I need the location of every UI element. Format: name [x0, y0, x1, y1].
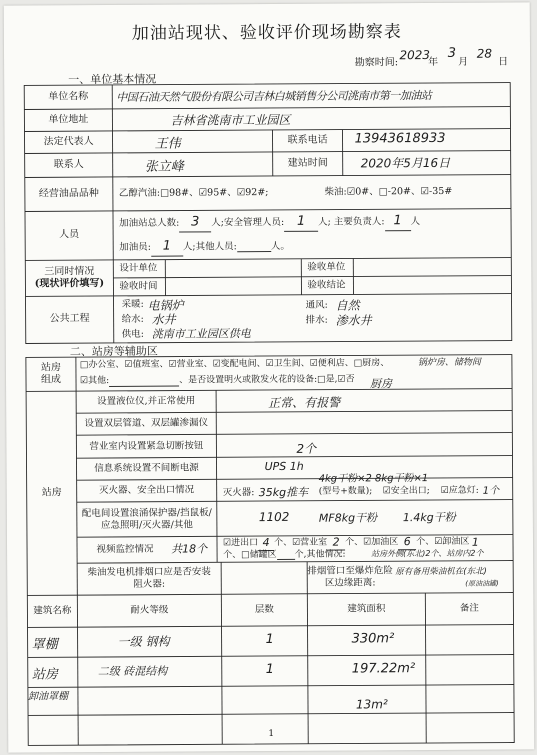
emergency-button-value: 2个: [296, 441, 317, 456]
building-row-2-fire: 二级 砖混结构: [97, 664, 168, 679]
heating-value: 电锅炉: [147, 298, 184, 313]
checkbox-92[interactable]: ☑: [236, 187, 246, 199]
built-time-label: 建站时间: [287, 157, 328, 169]
diesel-prefix: 柴油:: [324, 186, 347, 198]
building-row-3-area: 13m²: [355, 697, 388, 712]
extinguisher-label: 灭火器、安全出口情况: [99, 484, 195, 497]
total-staff-label: 加油站总人数:: [119, 217, 180, 229]
station-rooms-extra: 锅炉房、储物间: [417, 357, 481, 369]
power-label: 供电:: [121, 328, 144, 340]
cctv-fuel-value: 6: [398, 535, 416, 550]
fueler-value: 1: [151, 239, 183, 256]
other-staff-blank: [237, 242, 271, 252]
cctv-tank-blank: [277, 552, 295, 560]
cctv-unload-label: 个、☑卸油区: [416, 536, 470, 547]
survey-day: 28: [476, 46, 493, 61]
safety-staff-label: 人;安全管理人员:: [211, 216, 285, 229]
personnel-line-1: [115, 211, 511, 235]
station-group-title-1: 站房: [40, 361, 61, 373]
cctv-fuel-label: 个、☑加油区: [345, 537, 399, 548]
unit-address-label: 单位地址: [48, 113, 89, 126]
extinguisher-hint: (型号+数量);: [318, 486, 373, 498]
building-row-1-fire: 一级 钢构: [117, 634, 170, 649]
section-unit-basic: 一、单位基本情况: [68, 72, 157, 87]
section-station-aux: 二、站房等辅助区: [69, 344, 158, 359]
page-number: 1: [268, 728, 275, 740]
heating-label: 采暖:: [121, 298, 144, 310]
other-staff-label: 人;其他人员:: [182, 241, 237, 253]
three-simul-title: 三同时情况: [44, 265, 95, 277]
checkbox-98[interactable]: □: [160, 187, 170, 199]
checkbox-20[interactable]: □: [378, 186, 388, 198]
power-room-value-1: 1102: [258, 509, 290, 525]
water-label: 给水:: [121, 313, 144, 325]
building-row-2-name: 站房: [31, 667, 58, 683]
survey-time-label: 勘察时间:: [354, 57, 399, 69]
double-layer-label: 设置双层管道、双层罐渗漏仪: [84, 417, 209, 430]
area-header: 建筑面积: [347, 603, 386, 615]
floors-header: 层数: [254, 604, 274, 616]
survey-month-unit: 月: [458, 56, 469, 68]
accept-time-label: 验收时间: [119, 280, 158, 292]
building-row-1-area: 330m²: [351, 631, 395, 647]
extinguisher-value-2: 4kg干粉×2 8kg干粉×1: [318, 473, 429, 485]
cctv-line-2: [219, 550, 345, 563]
station-group-label: [26, 357, 76, 391]
accept-result-label: 验收结论: [307, 279, 346, 291]
note-header: 备注: [459, 602, 479, 614]
extinguisher-value: 35kg推车: [258, 485, 309, 500]
survey-year-unit: 年: [428, 56, 439, 69]
emergency-light-value: 1个: [482, 485, 500, 497]
cctv-unload-value: 1: [471, 535, 479, 549]
building-row-2-area: 197.22m²: [351, 661, 416, 677]
generator-label: 柴油发电机排烟口应是否安装阻火器:: [87, 566, 211, 590]
power-value: 洮南市工业园区供电: [151, 327, 251, 341]
building-row-2-floors: 1: [265, 661, 275, 678]
diesel-0: 0#、: [355, 186, 379, 198]
diesel-35: -35#: [428, 185, 453, 198]
cctv-label: 视频监控情况: [96, 543, 154, 556]
legal-rep-value: 王伟: [154, 136, 181, 152]
building-row-1-name: 罩棚: [31, 637, 58, 653]
three-simul-label: [25, 260, 113, 297]
cctv-tank-label: 个、□储罐区: [223, 550, 277, 561]
station-group-title-2: 组成: [40, 374, 62, 386]
other-staff-unit: 人。: [270, 240, 290, 253]
survey-year: 2023: [399, 48, 431, 63]
level-gauge-label: 设置液位仪,并正常使用: [97, 395, 196, 408]
accept-unit-label: 验收单位: [307, 261, 346, 273]
survey-form-page: [4, 2, 535, 752]
drainage-label: 排水:: [305, 314, 328, 326]
gasoline-prefix: 乙醇汽油:: [118, 187, 161, 199]
products-label: 经营油品品种: [38, 187, 99, 200]
safety-exit: ☑安全出口;: [382, 486, 430, 497]
power-room-value-3: 1.4kg干粉: [402, 510, 456, 525]
exhaust-distance-label: 排烟管口至爆炸危险区边缘距离:: [307, 565, 393, 589]
rooms-other-blank: [109, 377, 179, 386]
unit-address-value: 吉林省洮南市工业园区: [170, 112, 291, 128]
products-row: [115, 175, 511, 211]
power-room-value-2: MF8kg干粉: [318, 511, 378, 525]
contact-label: 联系人: [53, 158, 84, 171]
cctv-other-label: 个,其他情况:: [294, 549, 346, 561]
water-value: 水井: [151, 312, 176, 327]
open-flame-question: 、是否设置明火或散发火花的设备:□是,☑否: [179, 374, 355, 386]
utilities-label: 公共工程: [49, 313, 90, 325]
checkbox-95[interactable]: ☑: [198, 187, 208, 199]
chief-unit: 人: [410, 216, 421, 228]
station-rooms-line-1: □办公室、☑值班室、☑营业室、☑变配电间、☑卫生间、☑便利店、□厨房、: [79, 358, 390, 371]
generator-note-2: (原油油罐): [465, 579, 499, 588]
cctv-biz-value: 2: [327, 536, 345, 551]
drainage-value: 渗水井: [335, 313, 372, 328]
fire-rating-header: 耐火等级: [130, 604, 169, 616]
building-row-3-name: 卸油罩棚: [27, 691, 68, 703]
unit-name-label: 单位名称: [48, 90, 89, 103]
form-title: 加油站现状、验收评价现场勘察表: [131, 22, 402, 44]
ventilation-value: 自然: [335, 298, 360, 313]
building-row-1-floors: 1: [265, 631, 274, 648]
gasoline-98: 98#、: [169, 187, 199, 199]
unit-name-value: 中国石油天然气股份有限公司吉林白城销售分公司洮南市第一加油站: [116, 89, 432, 104]
fueler-label: 加油员:: [119, 241, 151, 253]
chief-label: 人; 主要负责人:: [318, 216, 385, 228]
phone-value: 13943618933: [354, 130, 446, 147]
station-label: 站房: [41, 487, 62, 499]
cctv-entry-value: 4: [258, 536, 274, 551]
gasoline-95: 95#、: [207, 187, 237, 199]
checkbox-35[interactable]: ☑: [420, 186, 430, 198]
building-name-header: 建筑名称: [33, 605, 72, 617]
rooms-other-label: ☑其他:: [79, 376, 110, 387]
ups-value: UPS 1h: [264, 459, 304, 474]
chief-value: 1: [385, 214, 411, 231]
generator-note: 原有备用柴油机在(东北): [395, 566, 487, 578]
emergency-light: ☑应急灯:: [440, 486, 479, 497]
survey-day-unit: 日: [498, 56, 509, 68]
safety-staff-value: 1: [284, 214, 318, 231]
gasoline-92: 92#;: [245, 187, 269, 199]
personnel-line-2: [115, 235, 511, 259]
diesel-20: -20#、: [387, 186, 421, 198]
legal-rep-label: 法定代表人: [43, 135, 94, 148]
cctv-other-value: 站房外侧(东北)2个、站房内2个: [371, 548, 484, 559]
power-room-label: 配电间设置浪涌保护器/挡鼠板/应急照明/灭火器/其他: [81, 506, 212, 531]
extinguisher-prefix: 灭火器:: [222, 487, 255, 499]
cctv-biz-label: 个、☑营业室: [274, 537, 328, 548]
level-gauge-value: 正常、有报警: [268, 395, 341, 411]
cctv-entry-label: ☑进出口: [222, 537, 259, 549]
three-simul-note: (现状评价填写): [34, 278, 105, 290]
built-time-value: 2020年5月16日: [360, 155, 451, 171]
phone-label: 联系电话: [287, 134, 328, 146]
ups-label: 信息系统设置不间断电源: [94, 462, 199, 475]
contact-value: 张立峰: [144, 159, 184, 175]
survey-month: 3: [447, 45, 457, 61]
cctv-total: 共18个: [171, 542, 208, 556]
total-staff-value: 3: [179, 215, 211, 232]
station-rooms-line-2: [76, 372, 355, 390]
personnel-label: 人员: [59, 229, 80, 241]
emergency-button-label: 营业室内设置紧急切断按钮: [89, 439, 204, 452]
rooms-other-hand: 厨房: [370, 377, 393, 391]
checkbox-0[interactable]: ☑: [346, 186, 356, 198]
design-unit-label: 设计单位: [119, 262, 158, 274]
ventilation-label: 通风:: [305, 299, 328, 311]
